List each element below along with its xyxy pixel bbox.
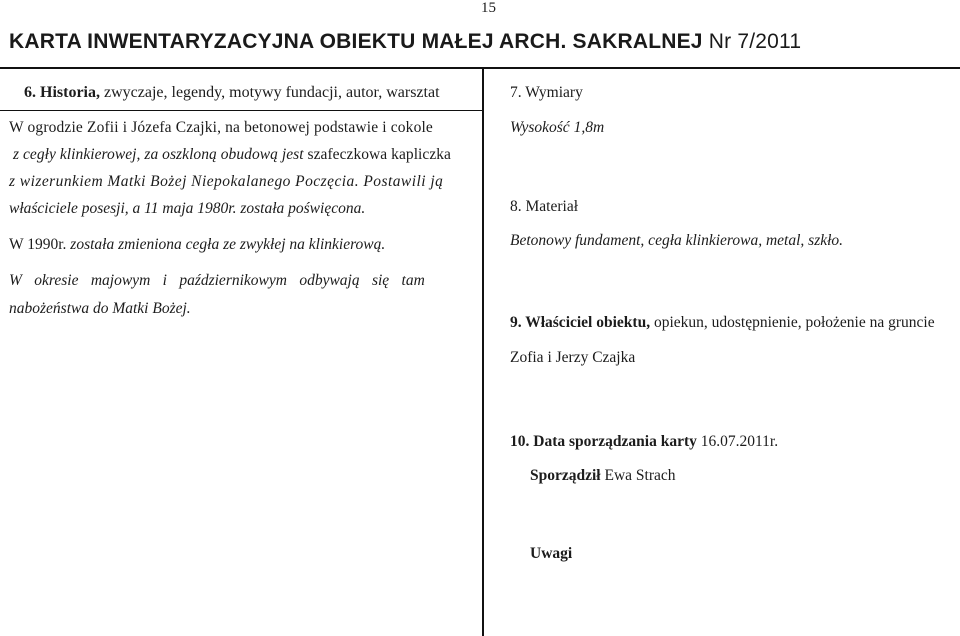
- section-9-heading-rest: opiekun, udostępnienie, położenie na gruncie: [650, 314, 935, 331]
- section-6-line: nabożeństwa do Matki Bożej.: [9, 300, 191, 317]
- section-6-line: z cegły klinkierowej, za oszkloną obudową jest szafeczkowa kapliczka: [13, 146, 451, 163]
- card-date: 16.07.2011r.: [696, 433, 779, 450]
- section-6-heading-rest: zwyczaje, legendy, motywy fundacji, autor, warsztat: [100, 84, 440, 101]
- section-10-heading-bold: 10. Data sporządzania karty: [510, 433, 697, 450]
- page-number: 15: [481, 0, 496, 16]
- dimensions-value: Wysokość 1,8m: [510, 119, 605, 136]
- section-9-heading: [510, 314, 935, 332]
- prepared-by-label: Sporządził: [530, 467, 601, 484]
- title-number: Nr 7/2011: [708, 30, 802, 53]
- title-divider: [0, 67, 960, 69]
- section-6-line: właściciele posesji, a 11 maja 1980r. została poświęcona.: [9, 200, 366, 217]
- section-6-heading: [24, 84, 440, 102]
- prepared-by-name: Ewa Strach: [600, 467, 676, 484]
- section-7-heading: 7. Wymiary: [510, 84, 583, 101]
- owner-value: Zofia i Jerzy Czajka: [510, 349, 636, 366]
- section-9-heading-bold: 9. Właściciel obiektu,: [510, 314, 651, 331]
- section-8-heading: 8. Materiał: [510, 198, 579, 215]
- section-6-line: W 1990r. została zmieniona cegła ze zwykłej na klinkierową.: [9, 236, 386, 253]
- section-6-heading-bold: 6. Historia,: [24, 84, 100, 101]
- section-6-line: z wizerunkiem Matki Bożej Niepokalanego Poczęcia. Postawili ją: [9, 173, 444, 190]
- title-main: KARTA INWENTARYZACYJNA OBIEKTU MAŁEJ ARCH. SAKRALNEJ: [9, 30, 703, 53]
- section-6-line: W okresie majowym i październikowym odbywają się tam: [9, 272, 425, 289]
- column-divider: [482, 68, 484, 636]
- prepared-by: [530, 467, 676, 485]
- section-10-heading: [510, 433, 778, 451]
- section-6-divider: [0, 110, 482, 111]
- page-title: [9, 30, 801, 54]
- notes-label: Uwagi: [530, 545, 573, 562]
- material-value: Betonowy fundament, cegła klinkierowa, metal, szkło.: [510, 232, 844, 249]
- section-6-line: W ogrodzie Zofii i Józefa Czajki, na betonowej podstawie i cokole: [9, 119, 433, 136]
